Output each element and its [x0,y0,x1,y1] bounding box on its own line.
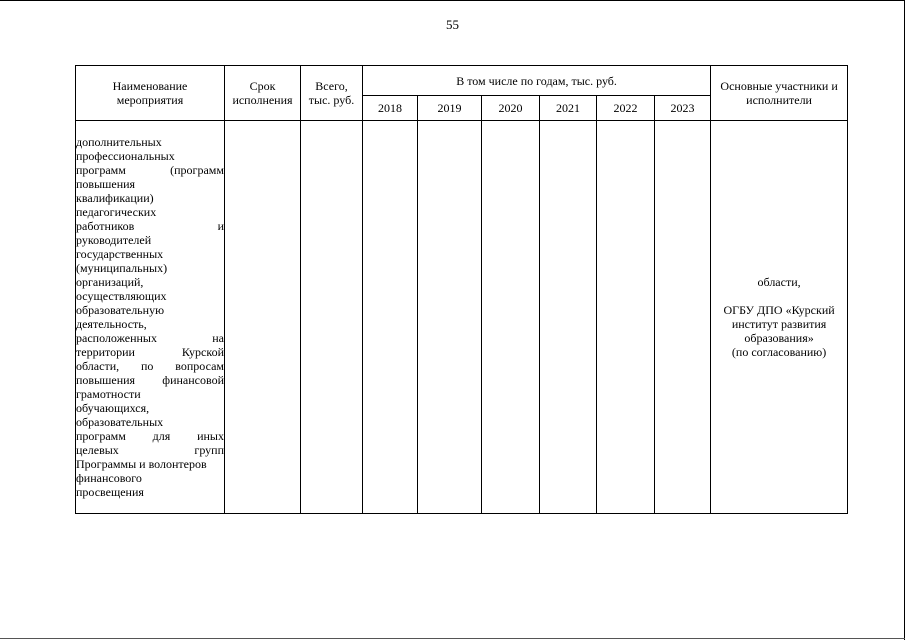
activity-name-line [76,429,224,443]
activity-name-cell [76,121,225,514]
activity-name-line [76,219,224,233]
year-value-cell [597,121,655,514]
word: и [217,219,224,233]
page-edge-top [0,0,905,1]
spacer [711,289,847,303]
term-cell [225,121,301,514]
total-cell [301,121,363,514]
word: территории [76,345,135,359]
word: Курской [181,345,224,359]
plan-table [75,65,848,514]
word: вопросам [175,359,224,373]
activity-name-line: Программы и волонтеров [76,457,207,471]
header-participants: Основные участники и исполнители [711,66,848,121]
activity-name-line [76,331,224,345]
activity-name-line: финансового [76,471,142,485]
activity-name-line [76,163,224,177]
participants-line: области, [757,275,801,289]
activity-name-line: осуществляющих [76,289,167,303]
year-value-cell [418,121,482,514]
header-year-2021: 2021 [540,96,597,121]
activity-name-line: образовательных [76,415,164,429]
activity-name-line: образовательную [76,303,165,317]
word: повышения [76,373,136,387]
activity-name-line: деятельность, [76,317,147,331]
header-row-top [76,66,848,96]
activity-name-line [76,443,224,457]
activity-name-line: государственных [76,247,164,261]
year-value-cell [655,121,711,514]
activity-name-line: педагогических [76,205,157,219]
activity-name-line: квалификации) [76,191,154,205]
header-name: Наименование мероприятия [76,66,225,121]
word: работников [76,219,135,233]
activity-name-line [76,359,224,373]
activity-name-line: (муниципальных) [76,261,168,275]
activity-name-line: дополнительных [76,135,162,149]
activity-name-line: обучающихся, [76,401,150,415]
header-year-2019: 2019 [418,96,482,121]
word: (программ [170,163,224,177]
year-value-cell [540,121,597,514]
header-year-2018: 2018 [363,96,418,121]
word: на [212,331,224,345]
word: для [152,429,171,443]
participants-line: (по согласованию) [731,345,827,359]
word: программ [76,429,126,443]
page-edge-bottom [0,638,905,639]
activity-name-line: грамотности [76,387,141,401]
header-by-years: В том числе по годам, тыс. руб. [363,66,711,96]
activity-name-line: повышения [76,177,136,191]
activity-name-line: организаций, [76,275,144,289]
word: по [141,359,154,373]
word: целевых [76,443,119,457]
participants-cell [711,121,848,514]
word: финансовой [162,373,224,387]
header-total: Всего, тыс. руб. [301,66,363,121]
year-value-cell [363,121,418,514]
activity-name-line: просвещения [76,485,144,499]
header-term: Срок исполнения [225,66,301,121]
table-row [76,121,848,514]
word: программ [76,163,126,177]
year-value-cell [482,121,540,514]
header-year-2023: 2023 [655,96,711,121]
activity-name-line: профессиональных [76,149,175,163]
activity-name-line: руководителей [76,233,152,247]
activity-name-line [76,345,224,359]
page-number: 55 [446,17,459,32]
word: групп [194,443,224,457]
header-year-2020: 2020 [482,96,540,121]
activity-name-line [76,373,224,387]
participants-line: ОГБУ ДПО «Курский институт развития образования» [723,303,835,345]
word: иных [197,429,224,443]
header-year-2022: 2022 [597,96,655,121]
word: расположенных [76,331,157,345]
word: области, [76,359,120,373]
